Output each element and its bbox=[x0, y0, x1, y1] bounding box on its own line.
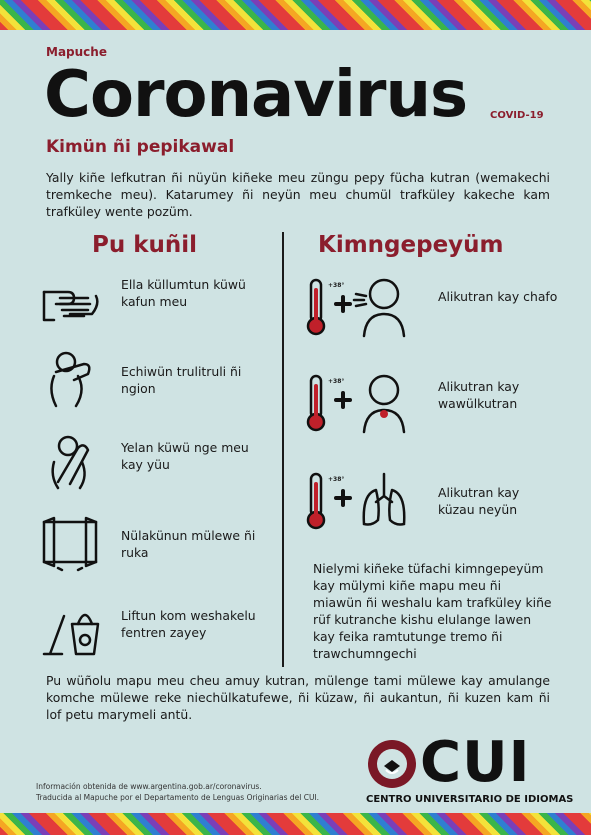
source-credit bbox=[36, 781, 319, 803]
covid-tag: COVID-19 bbox=[490, 110, 544, 121]
symptom-item-text: Alikutran kay chafo bbox=[438, 289, 558, 304]
prevention-item-text: Ella küllumtun küwü kafun meu bbox=[121, 277, 246, 309]
column-divider bbox=[282, 232, 284, 667]
touch-face-icon bbox=[44, 432, 104, 496]
intro-paragraph: Yally kiñe lefkutran ñi nüyün kiñeke meu züngu pepy fücha kutran (wemakechi tremkeche meu). Katarumey ñi neyün meu chumül trafküley kakeche kam trafküley wente pozüm. bbox=[46, 170, 550, 219]
temperature-label: +38° bbox=[328, 476, 345, 483]
prevention-item-text: Liftun kom weshakelu fentren zayey bbox=[121, 608, 256, 640]
temperature-label: +38° bbox=[328, 282, 345, 289]
handwashing-icon bbox=[40, 270, 100, 334]
sneeze-elbow-icon bbox=[44, 350, 104, 414]
source-line: Traducida al Mapuche por el Departamento de Lenguas Originarias del CUI. bbox=[36, 793, 320, 802]
fever-sore-throat-icon bbox=[306, 372, 416, 434]
subtitle: Kimün ñi pepikawal bbox=[46, 137, 235, 157]
cleaning-icon bbox=[42, 596, 102, 660]
cui-logo-text: CUI bbox=[420, 730, 531, 795]
symptom-item-text: Alikutran kay wawülkutran bbox=[438, 379, 520, 411]
temperature-label: +38° bbox=[328, 378, 345, 385]
symptoms-note: Nielymi kiñeke tüfachi kimngepeyüm kay mülymi kiñe mapu meu ñi miawün ñi weshalu kam trafküley kiñe rüf kutranche kishu elulange lawen kay feika ramtutunge tremo ñi trawchumngechi bbox=[313, 561, 552, 661]
prevention-title: Pu kuñil bbox=[92, 232, 198, 258]
closing-paragraph: Pu wüñolu mapu meu cheu amuy kutran, mülenge tami mülewe kay amulange komche mülewe reke niechülkatufewe, ñi küzaw, ñi aukantun, ñi kuzen kam ñi lof petu marymeli antü. bbox=[46, 673, 550, 722]
language-label: Mapuche bbox=[46, 45, 107, 59]
prevention-item-text: Echiwün trulitruli ñi ngion bbox=[121, 364, 242, 396]
prevention-item-text: Nülakünun mülewe ñi ruka bbox=[121, 528, 256, 560]
decorative-border-bottom bbox=[0, 813, 591, 835]
cui-logo-icon bbox=[366, 738, 418, 790]
symptoms-title: Kimngepeyüm bbox=[318, 232, 504, 258]
page-title: Coronavirus bbox=[44, 58, 468, 132]
source-line: Información obtenida de www.argentina.gob.ar/coronavirus. bbox=[36, 782, 262, 791]
cui-logo-subtitle: CENTRO UNIVERSITARIO DE IDIOMAS bbox=[366, 794, 574, 805]
open-window-icon bbox=[40, 514, 100, 578]
symptom-item-text: Alikutran kay küzau neyün bbox=[438, 485, 520, 517]
decorative-border-top bbox=[0, 0, 591, 30]
prevention-item-text: Yelan küwü nge meu kay yüu bbox=[121, 440, 249, 472]
fever-breathing-icon bbox=[306, 470, 416, 532]
fever-cough-icon bbox=[306, 276, 416, 338]
